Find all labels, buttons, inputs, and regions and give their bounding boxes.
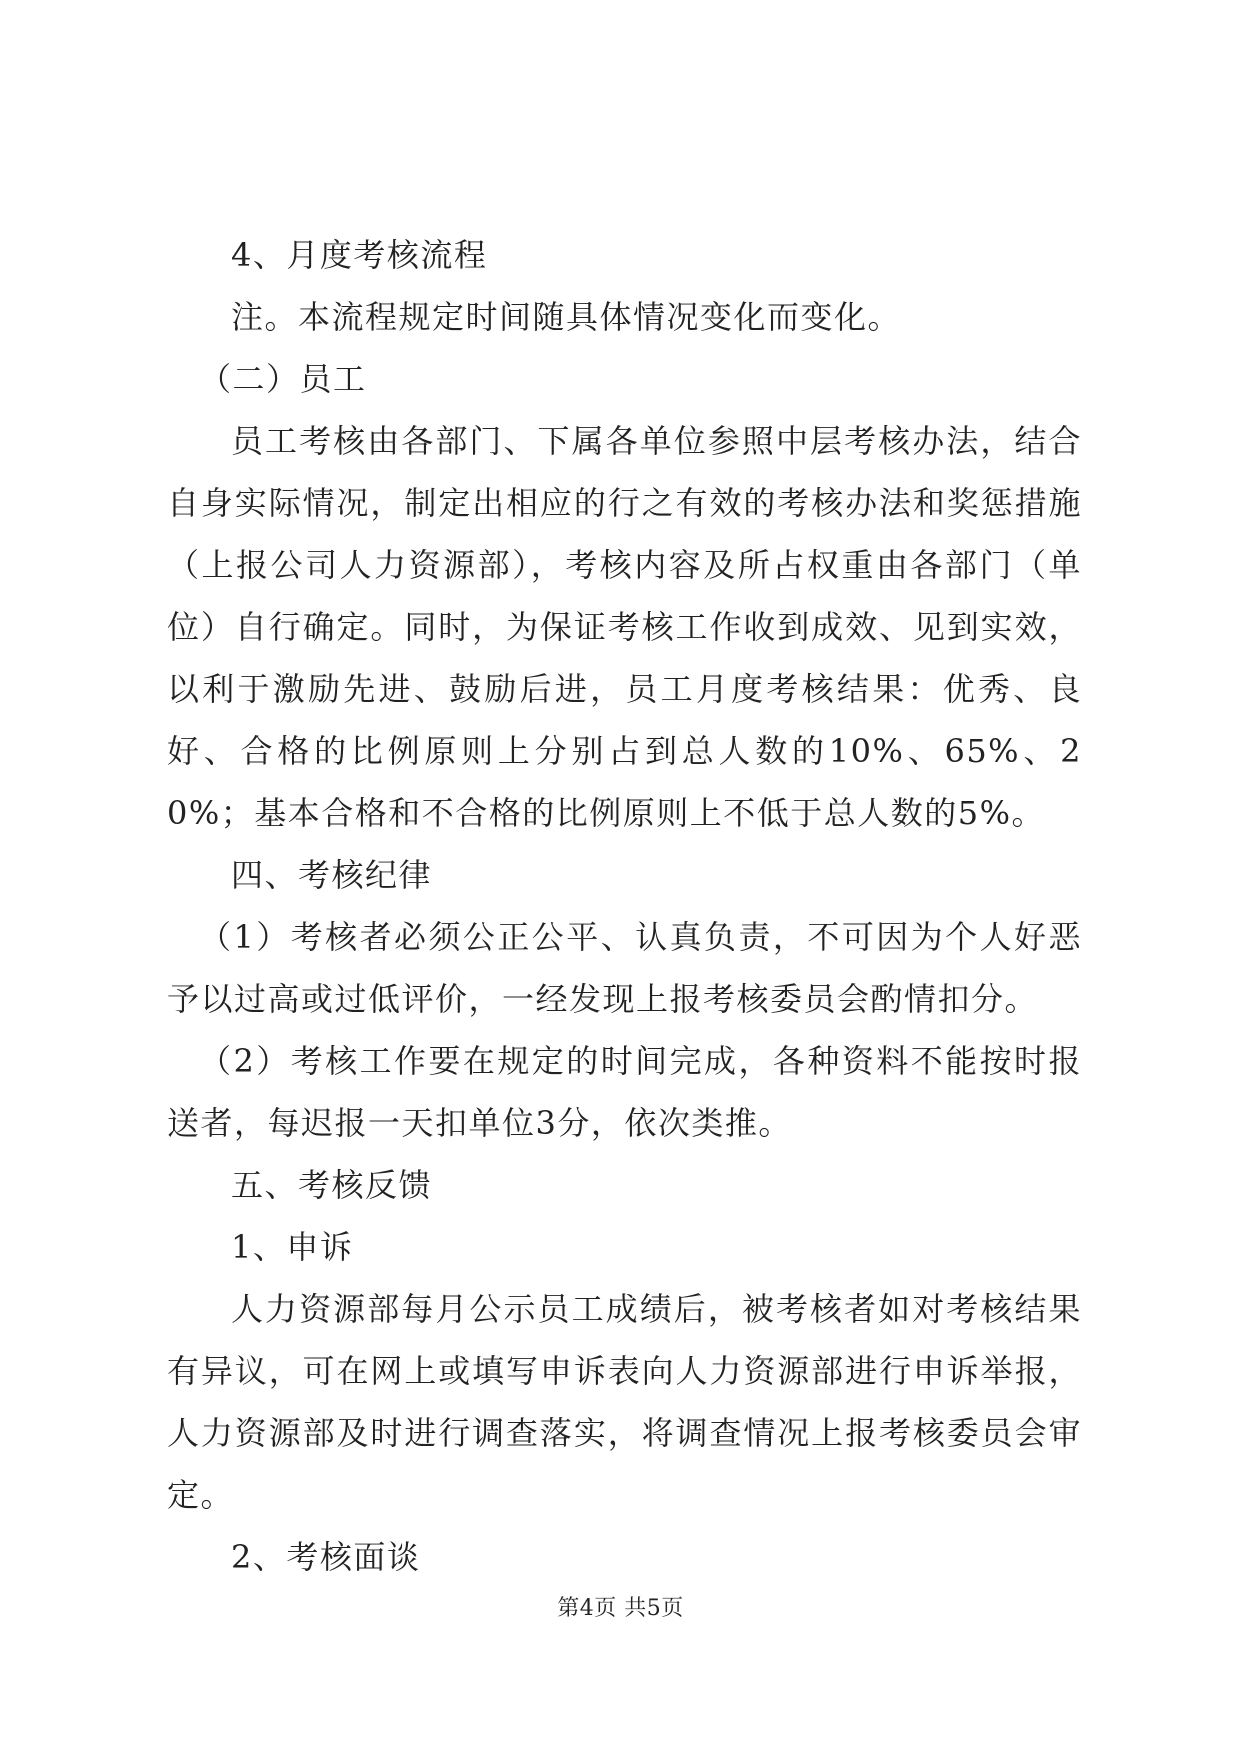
subheading-appeal: 1、申诉 (231, 1228, 354, 1266)
process-note: 注。本流程规定时间随具体情况变化而变化。 (231, 298, 902, 336)
page-footer: 第4页 共5页 (557, 1596, 684, 1621)
appeal-paragraph: 人力资源部每月公示员工成绩后，被考核者如对考核结果有异议，可在网上或填写申诉表向人力资源部进行申诉举报，人力资源部及时进行调查落实，将调查情况上报考核委员会审定。 (167, 1290, 1082, 1514)
subheading-interview: 2、考核面谈 (231, 1538, 421, 1576)
discipline-item-1: （1）考核者必须公正公平、认真负责，不可因为个人好恶予以过高或过低评价，一经发现上报考核委员会酌情扣分。 (167, 918, 1082, 1018)
discipline-item-2: （2）考核工作要在规定的时间完成，各种资料不能按时报送者，每迟报一天扣单位3分，依次类推。 (167, 1042, 1082, 1142)
section-heading-monthly-process: 4、月度考核流程 (231, 236, 488, 274)
document-body (167, 224, 1082, 1588)
section-heading-discipline: 四、考核纪律 (231, 856, 433, 894)
employee-assessment-paragraph: 员工考核由各部门、下属各单位参照中层考核办法，结合自身实际情况，制定出相应的行之有效的考核办法和奖惩措施（上报公司人力资源部），考核内容及所占权重由各部门（单位）自行确定。同时，为保证考核工作收到成效、见到实效，以利于激励先进、鼓励后进，员工月度考核结果：优秀、良好、合格的比例原则上分别占到总人数的10%、65%、20%；基本合格和不合格的比例原则上不低于总人数的5%。 (167, 422, 1082, 832)
section-heading-feedback: 五、考核反馈 (231, 1166, 433, 1204)
section-heading-employees: （二）员工 (199, 360, 367, 398)
